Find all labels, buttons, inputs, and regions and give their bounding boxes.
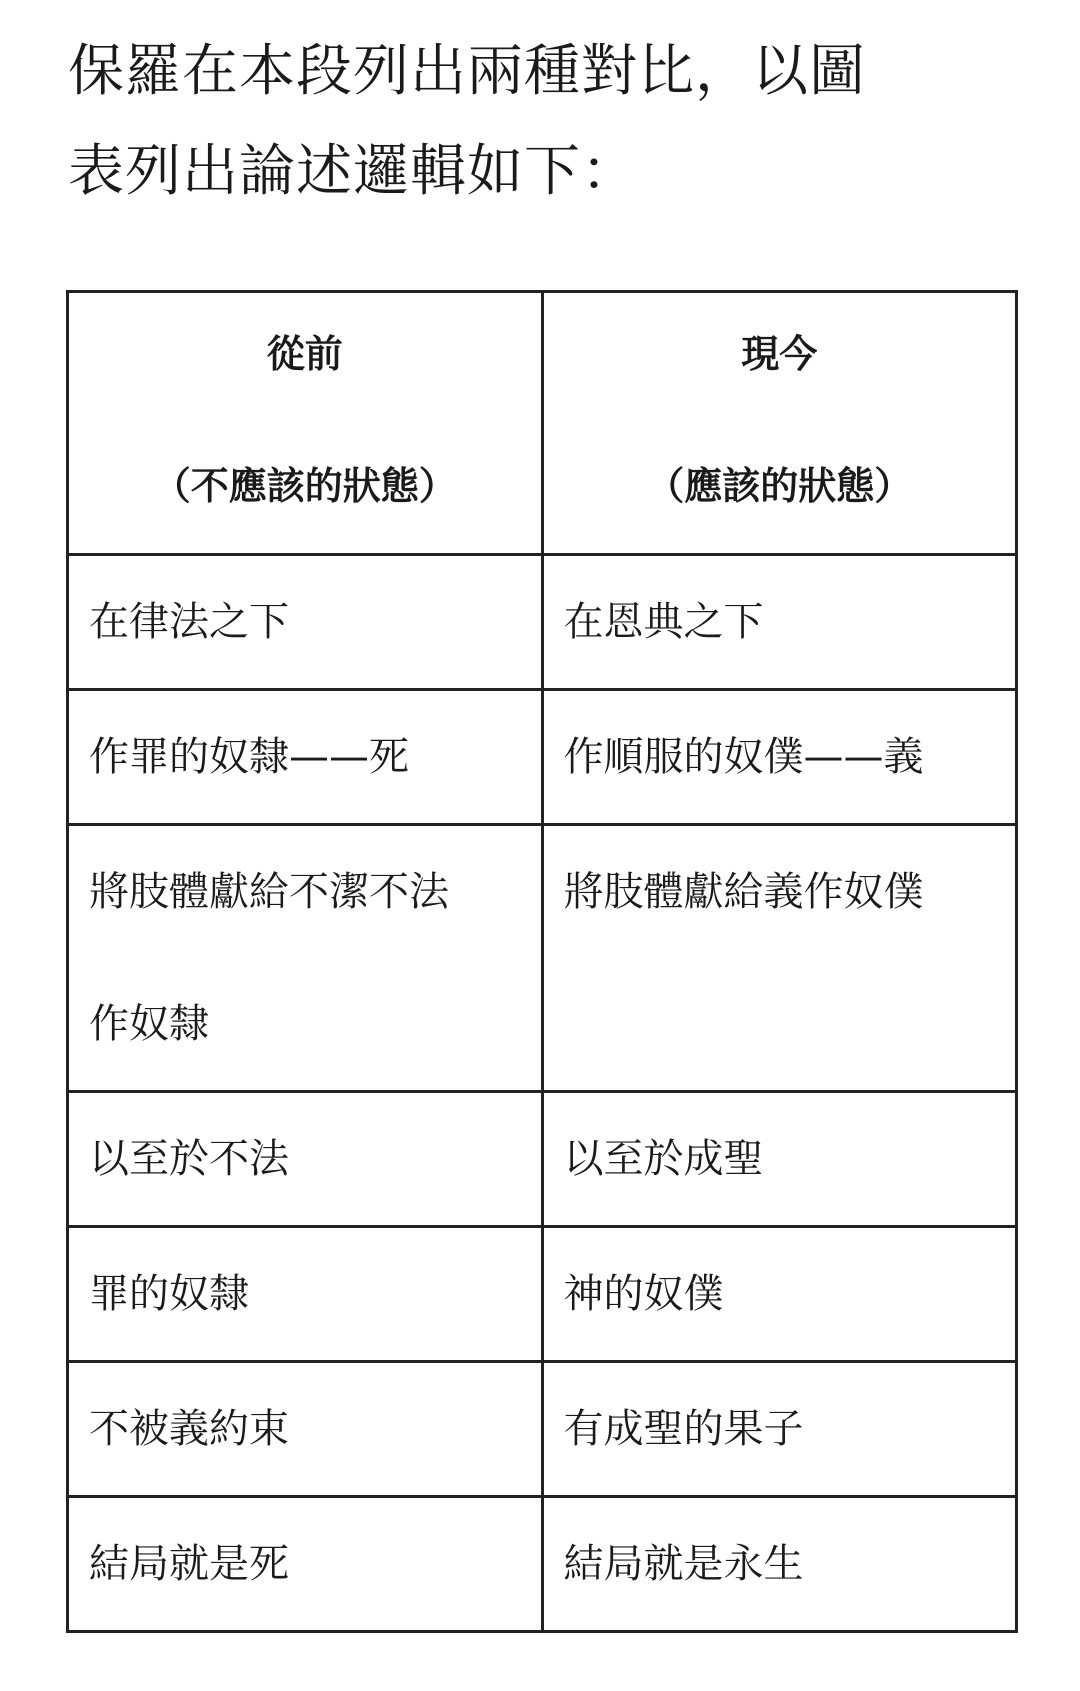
table-row: [68, 1227, 1017, 1362]
cell-now: 有成聖的果子: [542, 1362, 1017, 1497]
header-now-subtitle: （應該的狀態）: [646, 464, 913, 508]
comparison-table: [66, 290, 1018, 1633]
cell-before: 以至於不法: [68, 1092, 543, 1227]
cell-now: 在恩典之下: [542, 555, 1017, 690]
header-before-subtitle: （不應該的狀態）: [152, 464, 457, 508]
table-row: [68, 1092, 1017, 1227]
cell-before: 罪的奴隸: [68, 1227, 543, 1362]
header-before-title: 從前: [266, 332, 343, 376]
intro-line-1: 保羅在本段列出兩種對比，以圖: [68, 39, 866, 104]
cell-now: 神的奴僕: [542, 1227, 1017, 1362]
intro-line-2: 表列出論述邏輯如下：: [68, 139, 638, 204]
cell-before: 結局就是死: [68, 1497, 543, 1632]
cell-before-line-2: 作奴隸: [89, 1001, 209, 1047]
cell-before: 不被義約束: [68, 1362, 543, 1497]
cell-now: 作順服的奴僕——義: [542, 690, 1017, 825]
cell-now: 結局就是永生: [542, 1497, 1017, 1632]
cell-before: 在律法之下: [68, 555, 543, 690]
table-row: [68, 1362, 1017, 1497]
intro-paragraph: [68, 22, 1008, 222]
cell-before-line-1: 將肢體獻給不潔不法: [89, 869, 449, 915]
table-row: [68, 1497, 1017, 1632]
cell-now-line-1: 將肢體獻給義作奴僕: [563, 869, 924, 915]
header-now-title: 現今: [741, 332, 818, 376]
cell-now: 以至於成聖: [542, 1092, 1017, 1227]
table-row: [68, 555, 1017, 690]
cell-before: [68, 825, 543, 1092]
cell-before: 作罪的奴隸——死: [68, 690, 543, 825]
table-row: [68, 825, 1017, 1092]
table-header-row: [68, 292, 1017, 555]
header-before: [68, 292, 543, 555]
header-now: [542, 292, 1017, 555]
table-row: [68, 690, 1017, 825]
cell-now: [542, 825, 1017, 1092]
